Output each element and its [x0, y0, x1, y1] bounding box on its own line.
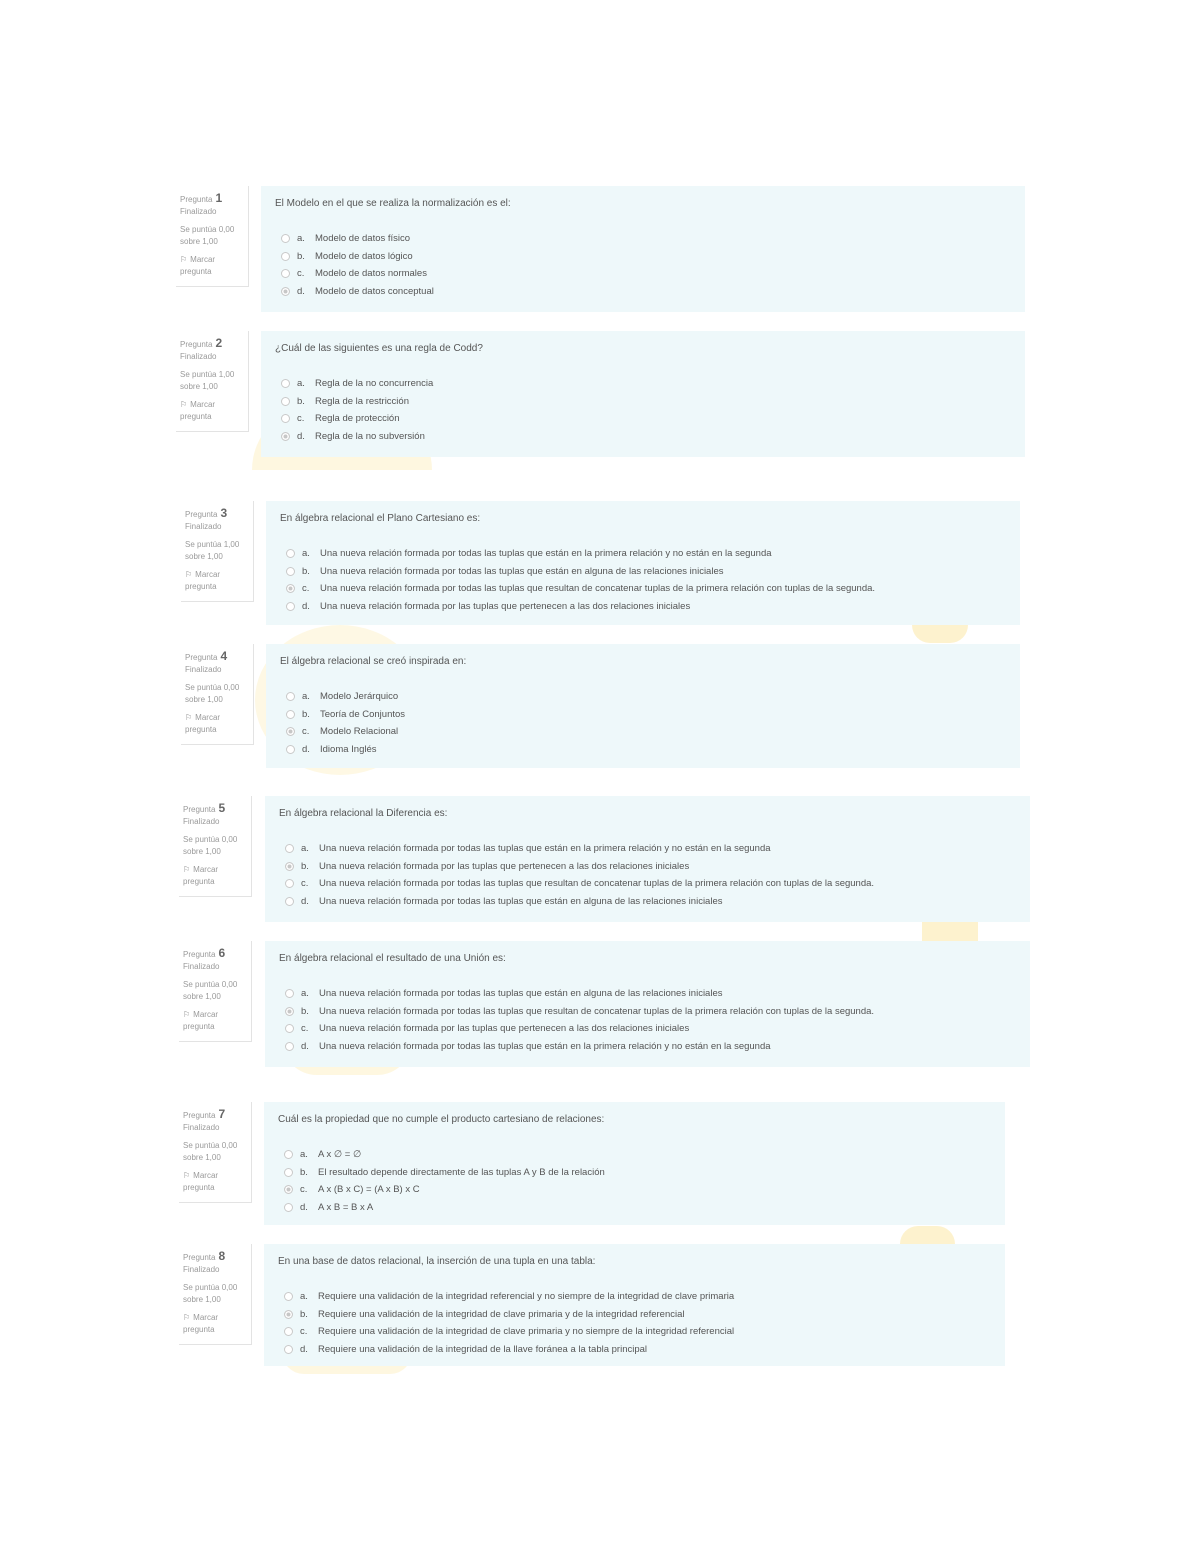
- answer-option[interactable]: [284, 1146, 605, 1164]
- option-text: Una nueva relación formada por todas las tuplas que están en alguna de las relaciones iniciales: [319, 895, 723, 907]
- question-number: 5: [218, 801, 226, 815]
- option-text: Una nueva relación formada por todas las tuplas que resultan de concatenar tuplas de la primera relación con tuplas de la segunda.: [319, 1005, 875, 1017]
- option-letter: b.: [302, 708, 310, 720]
- question-text: En álgebra relacional el Plano Cartesiano es:: [280, 513, 481, 524]
- option-letter: b.: [297, 395, 305, 407]
- option-text: Una nueva relación formada por todas las tuplas que están en la primera relación y no están en la segunda: [319, 1040, 771, 1052]
- option-text: Una nueva relación formada por todas las tuplas que están en alguna de las relaciones iniciales: [320, 565, 724, 577]
- radio-button[interactable]: [286, 567, 295, 576]
- option-letter: d.: [301, 1040, 309, 1052]
- option-letter: a.: [302, 691, 310, 703]
- answer-options: [284, 1146, 605, 1216]
- status-text: Finalizado: [183, 817, 220, 826]
- option-text: Modelo de datos físico: [315, 233, 411, 245]
- answer-option[interactable]: [286, 580, 875, 598]
- question-info: [181, 501, 254, 602]
- question-content: [266, 501, 1020, 625]
- answer-option[interactable]: [284, 1288, 734, 1306]
- answer-option[interactable]: [285, 1020, 874, 1038]
- option-text: Requiere una validación de la integridad referencial y no siempre de la integridad de clave primaria: [318, 1291, 735, 1303]
- status-text: Finalizado: [180, 352, 217, 361]
- question-info: [181, 644, 254, 745]
- option-letter: d.: [297, 285, 305, 297]
- option-letter: a.: [302, 548, 310, 560]
- option-letter: a.: [301, 843, 309, 855]
- option-text: Regla de la no subversión: [315, 430, 425, 442]
- answer-option[interactable]: [285, 893, 874, 911]
- question-number: 3: [220, 506, 228, 520]
- status-text: Finalizado: [183, 962, 220, 971]
- answer-option[interactable]: [281, 375, 433, 393]
- question-text: Cuál es la propiedad que no cumple el producto cartesiano de relaciones:: [278, 1114, 605, 1125]
- option-letter: c.: [297, 413, 305, 425]
- radio-button[interactable]: [281, 287, 290, 296]
- answer-option[interactable]: [284, 1323, 734, 1341]
- option-text: Una nueva relación formada por las tuplas que pertenecen a las dos relaciones iniciales: [319, 860, 690, 872]
- answer-option[interactable]: [281, 428, 433, 446]
- option-letter: d.: [302, 743, 310, 755]
- question-label: Pregunta: [183, 1111, 216, 1120]
- watermark-shape: [900, 1226, 955, 1244]
- answer-option[interactable]: [281, 393, 433, 411]
- option-letter: a.: [300, 1291, 308, 1303]
- question-text: En álgebra relacional el resultado de una Unión es:: [279, 953, 506, 964]
- score-text: Se puntúa 0,00 sobre 1,00: [183, 1283, 238, 1304]
- question-content: [265, 796, 1030, 922]
- option-text: Una nueva relación formada por todas las tuplas que resultan de concatenar tuplas de la primera relación con tuplas de la segunda.: [319, 878, 875, 890]
- radio-button[interactable]: [285, 1042, 294, 1051]
- option-text: Requiere una validación de la integridad de clave primaria y de la integridad referencial: [318, 1308, 685, 1320]
- answer-option[interactable]: [281, 410, 433, 428]
- radio-button[interactable]: [286, 602, 295, 611]
- radio-button[interactable]: [285, 1007, 294, 1016]
- option-text: A x (B x C) = (A x B) x C: [318, 1184, 420, 1196]
- question-number: 1: [215, 191, 223, 205]
- radio-button[interactable]: [284, 1292, 293, 1301]
- score-text: Se puntúa 1,00 sobre 1,00: [180, 370, 235, 391]
- radio-button[interactable]: [285, 862, 294, 871]
- question-label: Pregunta: [180, 195, 213, 204]
- answer-option[interactable]: [285, 1038, 874, 1056]
- option-letter: b.: [300, 1308, 308, 1320]
- option-letter: c.: [300, 1326, 308, 1338]
- radio-button[interactable]: [284, 1150, 293, 1159]
- flag-question-link[interactable]: ⚐ Marcar pregunta: [185, 712, 253, 736]
- answer-option[interactable]: [285, 1003, 874, 1021]
- flag-question-link[interactable]: ⚐ Marcar pregunta: [183, 1170, 251, 1194]
- flag-question-link[interactable]: ⚐ Marcar pregunta: [183, 864, 251, 888]
- option-letter: a.: [297, 378, 305, 390]
- question-number: 7: [218, 1107, 226, 1121]
- question-label: Pregunta: [180, 340, 213, 349]
- flag-question-link[interactable]: ⚐ Marcar pregunta: [180, 254, 248, 278]
- answer-options: [285, 840, 874, 910]
- option-text: Modelo de datos conceptual: [315, 285, 434, 297]
- option-text: Una nueva relación formada por las tuplas que pertenecen a las dos relaciones iniciales: [319, 1023, 690, 1035]
- watermark-shape: [912, 625, 968, 643]
- radio-button[interactable]: [286, 727, 295, 736]
- option-letter: b.: [297, 250, 305, 262]
- option-letter: c.: [300, 1184, 308, 1196]
- option-text: Modelo de datos normales: [315, 268, 427, 280]
- answer-option[interactable]: [286, 598, 875, 616]
- answer-option[interactable]: [285, 985, 874, 1003]
- option-text: A x B = B x A: [318, 1201, 374, 1213]
- radio-button[interactable]: [286, 710, 295, 719]
- score-text: Se puntúa 0,00 sobre 1,00: [183, 980, 238, 1001]
- answer-options: [285, 985, 874, 1055]
- radio-button[interactable]: [285, 844, 294, 853]
- answer-option[interactable]: [281, 248, 434, 266]
- question-text: En una base de datos relacional, la inserción de una tupla en una tabla:: [278, 1256, 596, 1267]
- radio-button[interactable]: [281, 432, 290, 441]
- answer-option[interactable]: [285, 875, 874, 893]
- radio-button[interactable]: [286, 692, 295, 701]
- status-text: Finalizado: [185, 665, 222, 674]
- score-text: Se puntúa 1,00 sobre 1,00: [185, 540, 240, 561]
- question-info: [176, 331, 249, 432]
- answer-option[interactable]: [284, 1306, 734, 1324]
- option-text: Requiere una validación de la integridad de la llave foránea a la tabla principal: [318, 1343, 648, 1355]
- flag-question-link[interactable]: ⚐ Marcar pregunta: [183, 1312, 251, 1336]
- option-letter: c.: [302, 726, 310, 738]
- question-label: Pregunta: [183, 805, 216, 814]
- radio-button[interactable]: [284, 1168, 293, 1177]
- option-text: Una nueva relación formada por todas las tuplas que resultan de concatenar tuplas de la primera relación con tuplas de la segunda.: [320, 583, 876, 595]
- radio-button[interactable]: [281, 269, 290, 278]
- option-text: Una nueva relación formada por todas las tuplas que están en alguna de las relaciones iniciales: [319, 988, 723, 1000]
- option-letter: b.: [300, 1166, 308, 1178]
- option-letter: b.: [301, 860, 309, 872]
- option-text: Regla de la restricción: [315, 395, 409, 407]
- question-content: [264, 1102, 1005, 1225]
- answer-options: [286, 545, 875, 615]
- option-letter: a.: [300, 1149, 308, 1161]
- flag-question-link[interactable]: ⚐ Marcar pregunta: [185, 569, 253, 593]
- option-text: Una nueva relación formada por las tuplas que pertenecen a las dos relaciones iniciales: [320, 600, 691, 612]
- question-label: Pregunta: [183, 950, 216, 959]
- option-text: Modelo Relacional: [320, 726, 399, 738]
- answer-option[interactable]: [286, 723, 405, 741]
- radio-button[interactable]: [286, 584, 295, 593]
- option-text: Idioma Inglés: [320, 743, 377, 755]
- option-text: Modelo Jerárquico: [320, 691, 399, 703]
- option-text: Regla de la no concurrencia: [315, 378, 434, 390]
- option-letter: d.: [302, 600, 310, 612]
- radio-button[interactable]: [281, 252, 290, 261]
- question-text: ¿Cuál de las siguientes es una regla de Codd?: [275, 343, 483, 354]
- status-text: Finalizado: [180, 207, 217, 216]
- radio-button[interactable]: [284, 1345, 293, 1354]
- radio-button[interactable]: [285, 897, 294, 906]
- question-info: [179, 796, 252, 897]
- question-label: Pregunta: [185, 653, 218, 662]
- score-text: Se puntúa 0,00 sobre 1,00: [183, 1141, 238, 1162]
- answer-option[interactable]: [286, 688, 405, 706]
- question-number: 6: [218, 946, 226, 960]
- option-text: Teoría de Conjuntos: [320, 708, 406, 720]
- answer-options: [281, 230, 434, 300]
- answer-option[interactable]: [286, 741, 405, 759]
- question-label: Pregunta: [185, 510, 218, 519]
- option-letter: b.: [302, 565, 310, 577]
- status-text: Finalizado: [183, 1265, 220, 1274]
- answer-option[interactable]: [285, 858, 874, 876]
- answer-option[interactable]: [281, 230, 434, 248]
- option-letter: c.: [297, 268, 305, 280]
- radio-button[interactable]: [286, 549, 295, 558]
- option-text: El resultado depende directamente de las tuplas A y B de la relación: [318, 1166, 605, 1178]
- question-content: [265, 941, 1030, 1067]
- radio-button[interactable]: [281, 414, 290, 423]
- score-text: Se puntúa 0,00 sobre 1,00: [183, 835, 238, 856]
- answer-option[interactable]: [286, 545, 875, 563]
- question-content: [261, 331, 1025, 457]
- answer-option[interactable]: [284, 1181, 605, 1199]
- option-letter: a.: [301, 988, 309, 1000]
- answer-options: [281, 375, 433, 445]
- option-letter: c.: [301, 878, 309, 890]
- answer-option[interactable]: [286, 563, 875, 581]
- option-letter: a.: [297, 233, 305, 245]
- option-text: Una nueva relación formada por todas las tuplas que están en la primera relación y no están en la segunda: [319, 843, 771, 855]
- option-letter: c.: [302, 583, 310, 595]
- radio-button[interactable]: [285, 879, 294, 888]
- watermark-shape: [922, 922, 978, 942]
- score-text: Se puntúa 0,00 sobre 1,00: [180, 225, 235, 246]
- flag-question-link[interactable]: ⚐ Marcar pregunta: [180, 399, 248, 423]
- question-number: 4: [220, 649, 228, 663]
- answer-option[interactable]: [284, 1199, 605, 1217]
- option-text: A x ∅ = ∅: [318, 1149, 362, 1161]
- question-content: [266, 644, 1020, 768]
- radio-button[interactable]: [285, 1024, 294, 1033]
- question-content: [261, 186, 1025, 312]
- flag-question-link[interactable]: ⚐ Marcar pregunta: [183, 1009, 251, 1033]
- option-letter: c.: [301, 1023, 309, 1035]
- status-text: Finalizado: [183, 1123, 220, 1132]
- question-info: [176, 186, 249, 287]
- answer-option[interactable]: [284, 1164, 605, 1182]
- option-text: Requiere una validación de la integridad de clave primaria y no siempre de la integridad referencial: [318, 1326, 735, 1338]
- option-text: Una nueva relación formada por todas las tuplas que están en la primera relación y no están en la segunda: [320, 548, 772, 560]
- question-number: 2: [215, 336, 223, 350]
- radio-button[interactable]: [286, 745, 295, 754]
- question-number: 8: [218, 1249, 226, 1263]
- radio-button[interactable]: [284, 1327, 293, 1336]
- radio-button[interactable]: [284, 1310, 293, 1319]
- question-info: [179, 1244, 252, 1345]
- answer-option[interactable]: [281, 283, 434, 301]
- option-letter: d.: [297, 430, 305, 442]
- option-text: Regla de protección: [315, 413, 400, 425]
- answer-option[interactable]: [286, 706, 405, 724]
- question-info: [179, 941, 252, 1042]
- radio-button[interactable]: [281, 234, 290, 243]
- answer-option[interactable]: [281, 265, 434, 283]
- option-letter: b.: [301, 1005, 309, 1017]
- question-label: Pregunta: [183, 1253, 216, 1262]
- question-text: En álgebra relacional la Diferencia es:: [279, 808, 448, 819]
- answer-option[interactable]: [284, 1341, 734, 1359]
- question-text: El Modelo en el que se realiza la normalización es el:: [275, 198, 511, 209]
- radio-button[interactable]: [281, 397, 290, 406]
- option-letter: d.: [301, 895, 309, 907]
- option-letter: d.: [300, 1343, 308, 1355]
- radio-button[interactable]: [284, 1185, 293, 1194]
- answer-option[interactable]: [285, 840, 874, 858]
- question-text: El álgebra relacional se creó inspirada en:: [280, 656, 467, 667]
- radio-button[interactable]: [281, 379, 290, 388]
- radio-button[interactable]: [284, 1203, 293, 1212]
- option-text: Modelo de datos lógico: [315, 250, 413, 262]
- status-text: Finalizado: [185, 522, 222, 531]
- question-info: [179, 1102, 252, 1203]
- question-content: [264, 1244, 1005, 1366]
- answer-options: [286, 688, 405, 758]
- score-text: Se puntúa 0,00 sobre 1,00: [185, 683, 240, 704]
- answer-options: [284, 1288, 734, 1358]
- option-letter: d.: [300, 1201, 308, 1213]
- radio-button[interactable]: [285, 989, 294, 998]
